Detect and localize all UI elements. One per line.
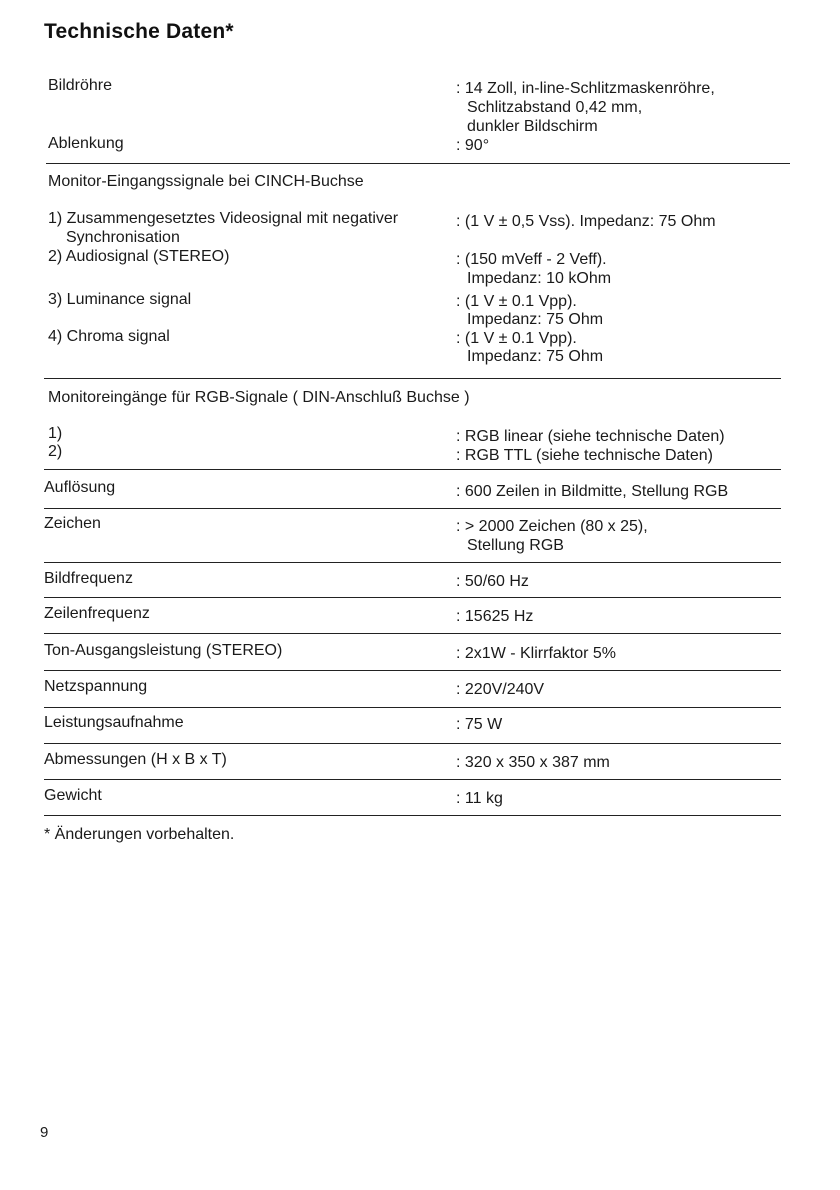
divider — [44, 779, 781, 780]
cinch-item-2-value-1: : (150 mVeff - 2 Veff). — [456, 251, 607, 268]
spec-label-netzspannung: Netzspannung — [44, 678, 148, 695]
spec-value-zeichen-1: : > 2000 Zeichen (80 x 25), — [456, 518, 648, 535]
page-number: 9 — [40, 1124, 49, 1141]
divider — [44, 707, 781, 708]
divider — [44, 469, 781, 470]
spec-label-zeilenfrequenz: Zeilenfrequenz — [44, 605, 150, 622]
cinch-item-2-label: 2) Audiosignal (STEREO) — [48, 248, 230, 265]
rgb-item-2-value: : RGB TTL (siehe technische Daten) — [456, 447, 713, 464]
spec-label-abmessungen: Abmessungen (H x B x T) — [44, 751, 227, 768]
spec-label-zeichen: Zeichen — [44, 515, 101, 532]
divider — [44, 597, 781, 598]
spec-label-ablenkung: Ablenkung — [48, 135, 124, 152]
rgb-item-2-label: 2) — [48, 443, 63, 460]
spec-label-ton: Ton-Ausgangsleistung (STEREO) — [44, 642, 283, 659]
spec-value-zeilenfrequenz: : 15625 Hz — [456, 608, 534, 625]
rgb-item-1-label: 1) — [48, 425, 63, 442]
section-heading-cinch: Monitor-Eingangssignale bei CINCH-Buchse — [48, 173, 364, 190]
spec-value-zeichen-2: Stellung RGB — [467, 537, 564, 554]
spec-value-bildroehre-3: dunkler Bildschirm — [467, 118, 598, 135]
spec-label-aufloesung: Auflösung — [44, 479, 116, 496]
cinch-item-3-label: 3) Luminance signal — [48, 291, 192, 308]
divider — [46, 163, 790, 164]
cinch-item-3-value-2: Impedanz: 75 Ohm — [467, 311, 604, 328]
divider — [44, 508, 781, 509]
cinch-item-4-value-1: : (1 V ± 0.1 Vpp). — [456, 330, 577, 347]
cinch-item-1-value: : (1 V ± 0,5 Vss). Impedanz: 75 Ohm — [456, 213, 716, 230]
divider — [44, 743, 781, 744]
spec-value-ablenkung: : 90° — [456, 137, 490, 154]
spec-value-leistung: : 75 W — [456, 716, 503, 733]
spec-label-bildroehre: Bildröhre — [48, 77, 113, 94]
section-heading-rgb: Monitoreingänge für RGB-Signale ( DIN-Anschluß Buchse ) — [48, 389, 470, 406]
divider — [44, 670, 781, 671]
spec-value-abmessungen: : 320 x 350 x 387 mm — [456, 754, 610, 771]
page-title: Technische Daten* — [44, 20, 234, 43]
divider — [44, 378, 781, 379]
cinch-item-1-label: 1) Zusammengesetztes Videosignal mit negativer — [48, 210, 399, 227]
spec-value-gewicht: : 11 kg — [456, 790, 503, 807]
spec-value-ton: : 2x1W - Klirrfaktor 5% — [456, 645, 617, 662]
cinch-item-4-value-2: Impedanz: 75 Ohm — [467, 348, 604, 365]
cinch-item-2-value-2: Impedanz: 10 kOhm — [467, 270, 612, 287]
spec-value-bildroehre-1: : 14 Zoll, in-line-Schlitzmaskenröhre, — [456, 80, 715, 97]
footnote: * Änderungen vorbehalten. — [44, 826, 235, 843]
spec-label-gewicht: Gewicht — [44, 787, 102, 804]
cinch-item-1-label-cont: Synchronisation — [66, 229, 180, 246]
spec-value-aufloesung: : 600 Zeilen in Bildmitte, Stellung RGB — [456, 483, 729, 500]
cinch-item-4-label: 4) Chroma signal — [48, 328, 170, 345]
cinch-item-3-value-1: : (1 V ± 0.1 Vpp). — [456, 293, 577, 310]
spec-label-leistung: Leistungsaufnahme — [44, 714, 184, 731]
spec-label-bildfrequenz: Bildfrequenz — [44, 570, 133, 587]
divider — [44, 562, 781, 563]
spec-value-netzspannung: : 220V/240V — [456, 681, 545, 698]
divider — [44, 633, 781, 634]
rgb-item-1-value: : RGB linear (siehe technische Daten) — [456, 428, 725, 445]
spec-value-bildfrequenz: : 50/60 Hz — [456, 573, 529, 590]
divider — [44, 815, 781, 816]
spec-value-bildroehre-2: Schlitzabstand 0,42 mm, — [467, 99, 643, 116]
